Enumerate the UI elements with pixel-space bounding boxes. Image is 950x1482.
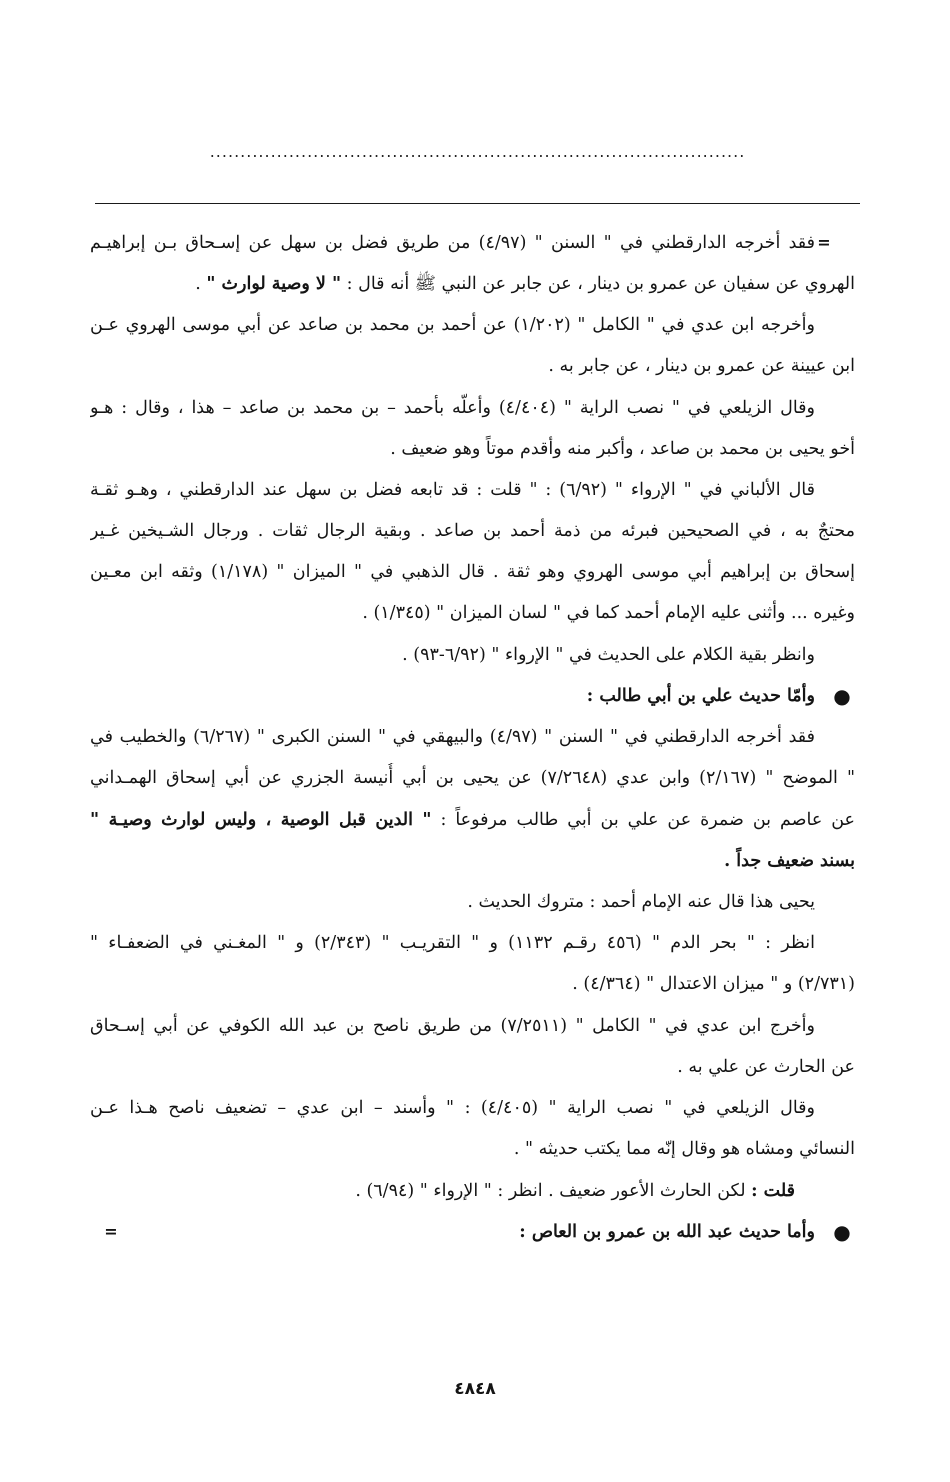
p6-line-1: فقد أخرجه الدارقطني في " السنن " (٤/٩٧) والبيهقي في " السنن الكبرى " (٦/٢٦٧) والخطيب في xyxy=(90,727,815,747)
p10-line-2: النسائي ومشاه هو وقال إنّه مما يكتب حديثه " . xyxy=(513,1139,855,1159)
section-heading-ali: وأمّا حديث علي بن أبي طالب : xyxy=(586,686,815,706)
p6-line-2: " الموضح " (٢/١٦٧) وابن عدي (٧/٢٦٤٨) عن يحيى بن أبي أُنيسة الجزري عن أبي إسحاق الهمـداني xyxy=(90,768,855,788)
p2-line-1: وأخرجه ابن عدي في " الكامل " (١/٢٠٢) عن أحمد بن محمد بن صاعد عن أبي موسى الهروي عـن xyxy=(90,315,815,335)
continuation-marker-top: = xyxy=(817,233,831,252)
dotted-separator: ........................................................................................ xyxy=(209,142,746,161)
p7-line-1: يحيى هذا قال عنه الإمام أحمد : متروك الحديث . xyxy=(467,892,815,912)
p9-line-2: عن الحارث عن علي به . xyxy=(677,1057,855,1077)
bullet-icon: ● xyxy=(833,684,851,708)
p1-line-2-text: الهروي عن سفيان عن عمرو بن دينار ، عن جابر عن النبي ﷺ أنه قال : xyxy=(341,274,855,294)
p5-line-1: وانظر بقية الكلام على الحديث في " الإرواء " (٦/٩٢-٩٣) . xyxy=(402,645,815,665)
p11-line-1 xyxy=(90,1176,795,1206)
p9-line-1: وأخرج ابن عدي في " الكامل " (٧/٢٥١١) من طريق ناصح بن عبد الله الكوفي عن أبي إسـحاق xyxy=(90,1016,815,1036)
p8-line-1: انظر : " بحر الدم " (٤٥٦ رقـم ١١٣٢) و " التقريـب " (٢/٣٤٣) و " المغـني في الضعفـاء " xyxy=(90,933,815,953)
section-heading-abdullah: وأما حديث عبد الله بن عمرو بن العاص : xyxy=(519,1222,815,1242)
p1-line-2-end: . xyxy=(195,274,207,294)
qultu-label: قلت : xyxy=(751,1181,795,1201)
continuation-marker-bottom: = xyxy=(104,1222,118,1241)
hadith-quote-1: " لا وصية لوارث " xyxy=(206,274,342,294)
p3-line-2: أخو يحيى بن محمد بن صاعد ، وأكبر منه وأقدم موتاً وهو ضعيف . xyxy=(390,439,855,459)
p6-line-3 xyxy=(90,805,855,835)
p1-line-1: فقد أخرجه الدارقطني في " السنن " (٤/٩٧) من طريق فضل بن سهل عن إسـحاق بـن إبراهيـم xyxy=(90,233,815,253)
p4-line-1: قال الألباني في " الإرواء " (٦/٩٢) : " قلت : قد تابعه فضل بن سهل عند الدارقطني ، وهـو ثقـة xyxy=(90,480,815,500)
p4-line-2: محتجٌ به ، في الصحيحين فبرئه من ذمة أحمد بن صاعد . وبقية الرجال ثقات . ورجال الشـيخين غـير xyxy=(90,521,855,541)
p10-line-1: وقال الزيلعي في " نصب الراية " (٤/٤٠٥) : " وأسند – ابن عدي – تضعيف ناصح هـذا عـن xyxy=(90,1098,815,1118)
footnote-rule xyxy=(95,203,860,204)
p3-line-1: وقال الزيلعي في " نصب الراية " (٤/٤٠٤) وأعلّه بأحمد – بن محمد بن صاعد – هذا ، وقال : هـو xyxy=(90,398,815,418)
p8-line-2: (٢/٧٣١) و " ميزان الاعتدال " (٤/٣٦٤) . xyxy=(572,974,855,994)
p4-line-4: وغيره ... وأثنى عليه الإمام أحمد كما في " لسان الميزان " (١/٣٤٥) . xyxy=(362,603,855,623)
page-number: ٤٨٤٨ xyxy=(454,1379,496,1399)
bullet-icon: ● xyxy=(833,1220,851,1244)
p4-line-3: إسحاق بن إبراهيم أبي موسى الهروي وهو ثقة . قال الذهبي في " الميزان " (١/١٧٨) وثقه ابن معـين xyxy=(90,562,855,582)
hadith-quote-2: " الدين قبل الوصية ، وليس لوارث وصيـة " xyxy=(90,810,432,830)
p1-line-2 xyxy=(90,269,855,299)
p6-line-3-text: عن عاصم بن ضمرة عن علي بن أبي طالب مرفوعاً : xyxy=(431,810,855,830)
p6-line-4: بسند ضعيف جداً . xyxy=(724,851,855,871)
p2-line-2: ابن عيينة عن عمرو بن دينار ، عن جابر به . xyxy=(548,356,855,376)
p11-text: لكن الحارث الأعور ضعيف . انظر : " الإرواء " (٦/٩٤) . xyxy=(355,1181,752,1201)
